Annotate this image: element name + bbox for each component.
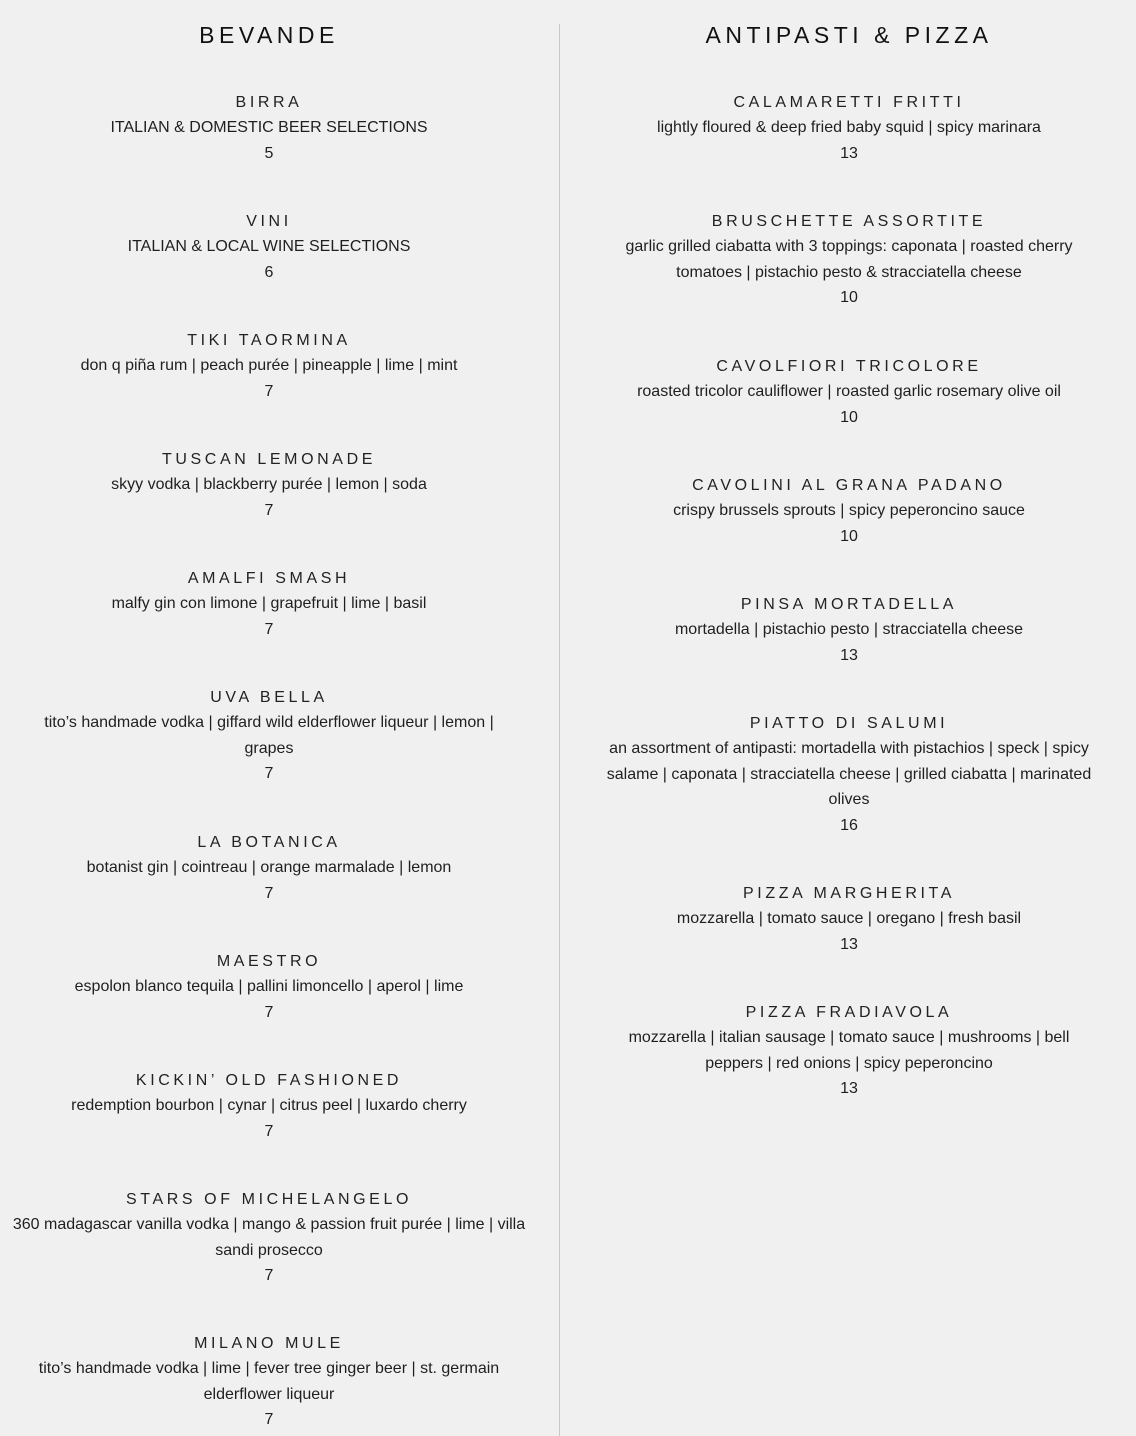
item-price: 13	[840, 1080, 858, 1097]
item-name: TIKI TAORMINA	[187, 332, 351, 349]
item-description: an assortment of antipasti: mortadella with pistachios | speck | spicy salame | caponata | stracciatella cheese | grilled ciabatta | marinated olives	[606, 740, 1092, 808]
item-price: 10	[840, 289, 858, 306]
item-description: garlic grilled ciabatta with 3 toppings: caponata | roasted cherry tomatoes | pistachio pesto & stracciatella cheese	[625, 238, 1073, 281]
menu-item	[582, 473, 1116, 549]
item-description: tito’s handmade vodka | lime | fever tree ginger beer | st. germain elderflower liqueur	[38, 1360, 500, 1403]
menu-item	[0, 830, 538, 906]
item-description: ITALIAN & LOCAL WINE SELECTIONS	[127, 238, 411, 255]
item-name: CAVOLFIORI TRICOLORE	[716, 358, 982, 375]
item-name: CAVOLINI AL GRANA PADANO	[692, 477, 1006, 494]
item-description: malfy gin con limone | grapefruit | lime | basil	[111, 595, 427, 612]
item-price: 13	[840, 935, 858, 953]
item-name: VINI	[246, 213, 292, 230]
menu-item	[582, 1000, 1116, 1102]
item-name: CALAMARETTI FRITTI	[733, 94, 965, 111]
menu-item	[0, 447, 538, 523]
item-price: 5	[264, 144, 274, 162]
item-description: redemption bourbon | cynar | citrus peel | luxardo cherry	[71, 1097, 467, 1114]
menu-item	[582, 90, 1116, 166]
item-name: PIZZA MARGHERITA	[743, 885, 955, 902]
item-description: lightly floured & deep fried baby squid | spicy marinara	[657, 119, 1041, 136]
item-price: 16	[840, 816, 858, 834]
item-price: 7	[264, 501, 274, 519]
item-description: ITALIAN & DOMESTIC BEER SELECTIONS	[110, 119, 428, 136]
column-divider	[559, 24, 560, 1436]
item-price: 7	[264, 765, 274, 782]
item-price: 7	[264, 1003, 274, 1021]
item-name: PINSA MORTADELLA	[740, 596, 958, 613]
item-name: BIRRA	[235, 94, 303, 111]
item-price: 10	[840, 527, 858, 545]
item-description: mozzarella | italian sausage | tomato sauce | mushrooms | bell peppers | red onions | spicy peperoncino	[628, 1029, 1070, 1072]
item-description: tito’s handmade vodka | giffard wild elderflower liqueur | lemon | grapes	[44, 714, 494, 757]
item-description: roasted tricolor cauliflower | roasted garlic rosemary olive oil	[637, 383, 1061, 400]
item-name: PIATTO DI SALUMI	[749, 715, 949, 732]
menu-item	[0, 1187, 538, 1289]
item-description: mortadella | pistachio pesto | stracciatella cheese	[674, 621, 1024, 638]
item-name: LA BOTANICA	[197, 834, 341, 851]
menu-item	[582, 354, 1116, 430]
item-description: don q piña rum | peach purée | pineapple | lime | mint	[80, 357, 458, 374]
item-description: botanist gin | cointreau | orange marmalade | lemon	[86, 859, 452, 876]
item-price: 7	[264, 884, 274, 902]
item-price: 13	[840, 646, 858, 664]
item-description: mozzarella | tomato sauce | oregano | fresh basil	[676, 910, 1022, 927]
menu-item	[582, 711, 1116, 838]
item-name: STARS OF MICHELANGELO	[125, 1191, 412, 1208]
item-price: 7	[264, 382, 274, 400]
item-description: 360 madagascar vanilla vodka | mango & passion fruit purée | lime | villa sandi prosecco	[12, 1216, 526, 1259]
menu-item	[0, 566, 538, 642]
item-name: BRUSCHETTE ASSORTITE	[711, 213, 987, 230]
item-name: AMALFI SMASH	[187, 570, 351, 587]
menu-item	[0, 1068, 538, 1144]
menu-item	[582, 209, 1116, 311]
menu-item	[582, 592, 1116, 668]
item-name: MAESTRO	[216, 953, 322, 970]
item-description: skyy vodka | blackberry purée | lemon | soda	[111, 476, 427, 493]
item-price: 13	[840, 144, 858, 162]
menu-item	[582, 881, 1116, 957]
item-description: espolon blanco tequila | pallini limoncello | aperol | lime	[74, 978, 464, 995]
item-name: PIZZA FRADIAVOLA	[745, 1004, 953, 1021]
menu-item	[0, 90, 538, 166]
item-name: KICKIN’ OLD FASHIONED	[135, 1072, 403, 1089]
item-name: MILANO MULE	[194, 1335, 344, 1352]
item-price: 7	[264, 1267, 274, 1284]
menu-item	[0, 949, 538, 1025]
antipasti-heading: ANTIPASTI & PIZZA	[705, 22, 993, 48]
item-price: 7	[264, 1122, 274, 1140]
item-price: 7	[264, 620, 274, 638]
item-description: crispy brussels sprouts | spicy peperoncino sauce	[673, 502, 1025, 519]
item-price: 6	[264, 263, 274, 281]
item-price: 10	[840, 408, 858, 426]
item-price: 7	[264, 1411, 274, 1428]
bevande-column	[0, 0, 538, 1428]
menu-item	[0, 685, 538, 787]
menu-item	[0, 209, 538, 285]
item-name: TUSCAN LEMONADE	[161, 451, 377, 468]
bevande-heading: BEVANDE	[199, 22, 339, 48]
menu-item	[0, 328, 538, 404]
item-name: UVA BELLA	[210, 689, 328, 706]
antipasti-column	[582, 0, 1116, 1097]
menu-item	[0, 1331, 538, 1433]
